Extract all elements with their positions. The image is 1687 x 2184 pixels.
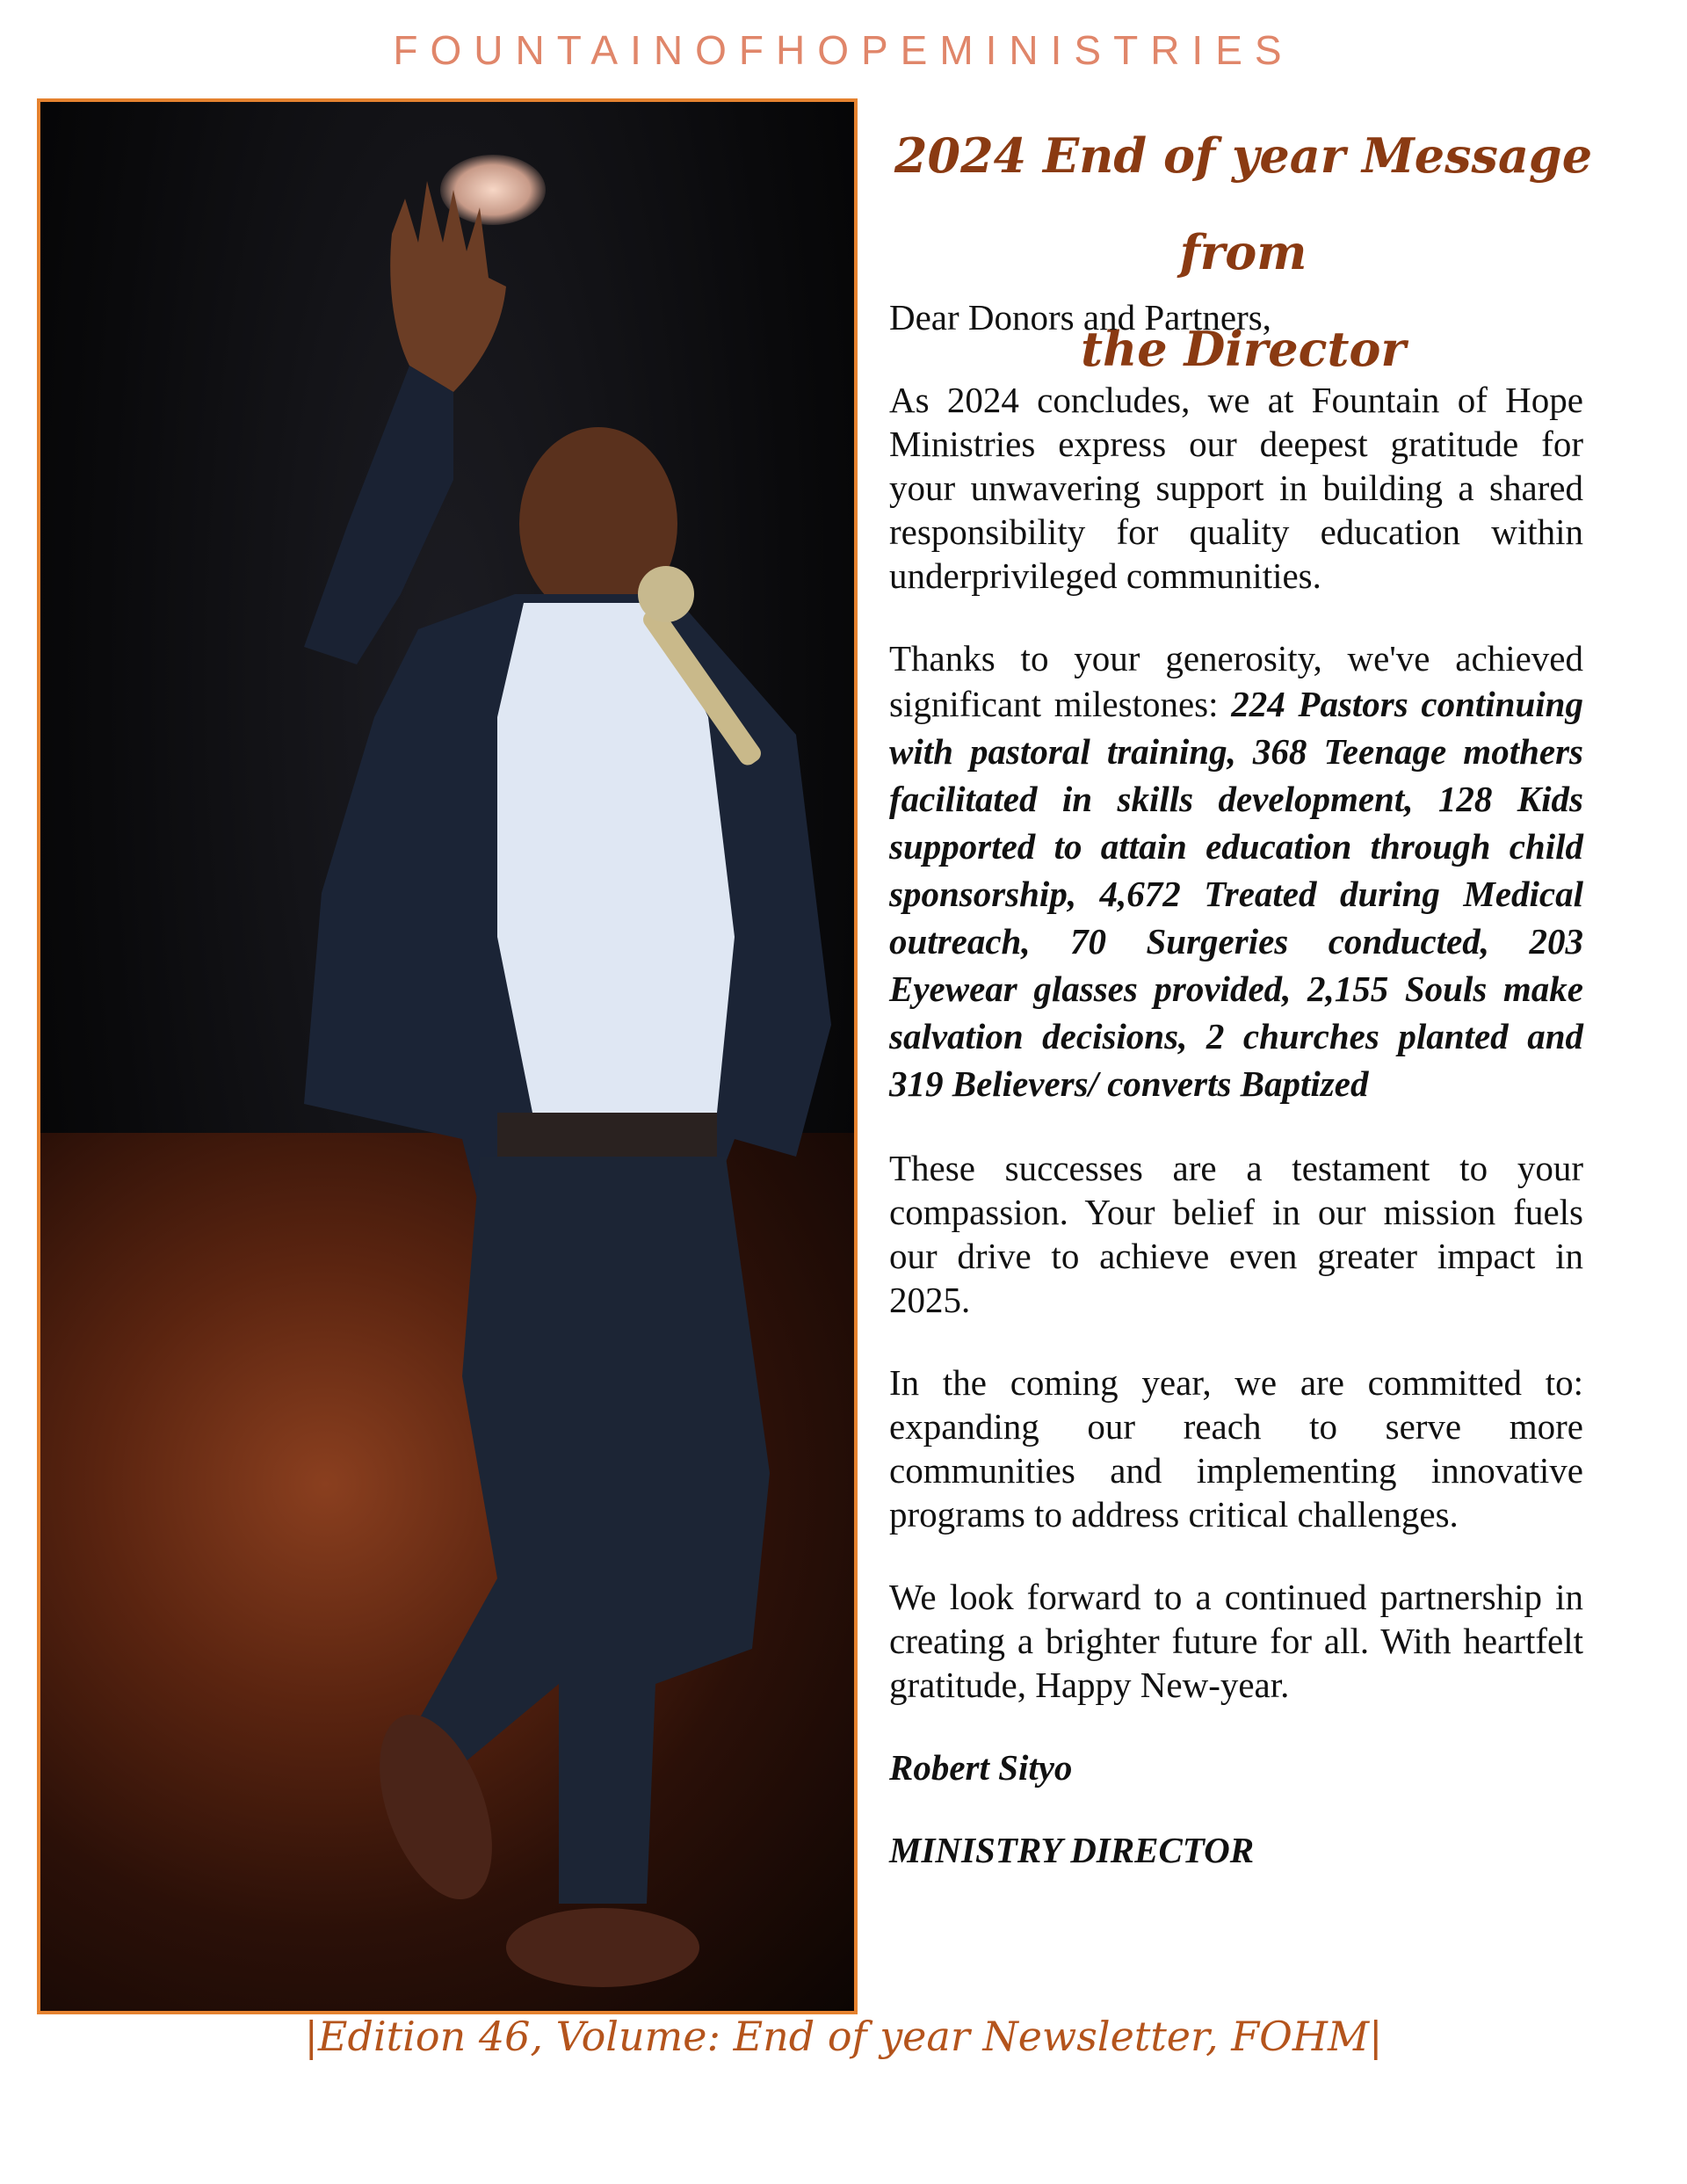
paragraph-closing: We look forward to a continued partnership in creating a brighter future for all. With heartfelt gratitude, Happy New-year. <box>889 1577 1583 1705</box>
paragraph-milestones <box>889 636 1583 1107</box>
belt <box>497 1113 717 1157</box>
milestones-stats: 224 Pastors continuing with pastoral training, 368 Teenage mothers facilitated in skills development, 128 Kids supported to attain education through child sponsorship, 4,672 Treated during Medical outreach, 70 Surgeries conducted, 203 Eyewear glasses provided, 2,155 Souls make salvation decisions, 2 churches planted and 319 Believers/ converts Baptized <box>889 684 1583 1104</box>
title-line-1: 2024 End of year Message from <box>894 127 1593 280</box>
paragraph-commitments: In the coming year, we are committed to: expanding our reach to serve more communities and implementing innovative programs to address critical challenges. <box>889 1362 1583 1535</box>
paragraph-intro: As 2024 concludes, we at Fountain of Hope Ministries express our deepest gratitude for your unwavering support in building a shared responsibility for quality education within underprivileged communities. <box>889 380 1583 596</box>
raised-hand <box>390 181 506 392</box>
title-line-2: the Director <box>1081 321 1406 377</box>
paragraph-successes: These successes are a testament to your compassion. Your belief in our mission fuels our drive to achieve even greater impact in 2025. <box>889 1148 1583 1320</box>
director-photo <box>37 98 858 2014</box>
director-figure <box>40 102 854 2011</box>
newsletter-footer: |Edition 46, Volume: End of year Newsletter, FOHM| <box>304 2013 1383 2060</box>
signature-name: Robert Sityo <box>889 1747 1073 1788</box>
salutation: Dear Donors and Partners, <box>889 297 1271 337</box>
letter-body <box>889 295 1583 1911</box>
milestones-intro: Thanks to your generosity, we've achieved significant milestones: <box>889 638 1583 724</box>
raised-arm <box>304 366 453 664</box>
shoe-right <box>506 1908 699 1987</box>
signature-title: MINISTRY DIRECTOR <box>889 1830 1255 1870</box>
organization-header: FOUNTAINOFHOPEMINISTRIES <box>393 27 1294 73</box>
